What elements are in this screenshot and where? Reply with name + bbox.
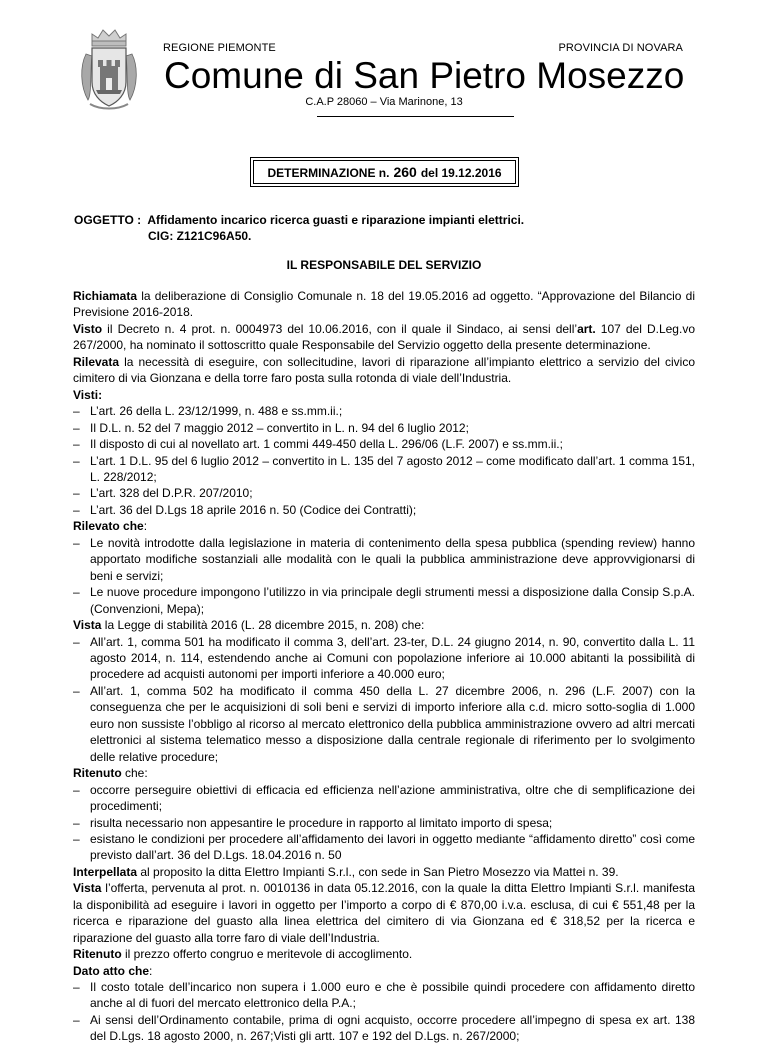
list-item-text: All’art. 1, comma 501 ha modificato il comma 3, dell’art. 23-ter, D.L. 24 giugno 2014, n. 90, convertito dalla L. 11 agosto 2014, n. 114, estendendo anche ai Comuni con popolazione inferiore ai 10.000 abitanti la possibilità di procedere ad acquisti autonomi per importi inferiore a 40.000 euro; bbox=[90, 634, 695, 682]
determinazione-heading bbox=[254, 164, 515, 180]
text-vista: la Legge di stabilità 2016 (L. 28 dicembre 2015, n. 208) che: bbox=[101, 618, 425, 633]
paragraph-vista-offerta bbox=[73, 880, 695, 946]
list-item-text: esistano le condizioni per procedere all’affidamento dei lavori in oggetto mediante “affidamento diretto” così come previsto dall’art. 36 del D.Lgs. 18.04.2016 n. 50 bbox=[90, 831, 695, 863]
colon: : bbox=[149, 963, 153, 978]
keyword-rilevato: Rilevato che bbox=[73, 519, 144, 534]
list-item: – L’art. 328 del D.P.R. 207/2010; bbox=[73, 486, 253, 501]
list-item-text: L’art. 36 del D.Lgs 18 aprile 2016 n. 50 (Codice dei Contratti); bbox=[90, 502, 417, 517]
oggetto-section bbox=[74, 212, 694, 244]
keyword-ritenuto-prezzo: Ritenuto bbox=[73, 947, 122, 962]
paragraph-vista bbox=[73, 617, 695, 633]
keyword-art: art. bbox=[577, 321, 596, 336]
list-item-text: Le novità introdotte dalla legislazione in materia di contenimento della spesa pubblica (spending review) hanno apportato modifiche sostanziali alle modalità con le quali la pubblica amministrazione deve approvvigionarsi di beni e servizi; bbox=[90, 535, 695, 583]
list-item: – Il D.L. n. 52 del 7 maggio 2012 – convertito in L. n. 94 del 6 luglio 2012; bbox=[73, 420, 469, 435]
heading-visti bbox=[73, 387, 695, 403]
list-item: – L’art. 1 D.L. 95 del 6 luglio 2012 – convertito in L. 135 del 7 agosto 2012 – come modificato dall’art. 1 comma 151, L. 228/2012; bbox=[73, 453, 695, 484]
paragraph-rilevata bbox=[73, 354, 695, 387]
list-item-text: Il D.L. n. 52 del 7 maggio 2012 – convertito in L. n. 94 del 6 luglio 2012; bbox=[90, 420, 469, 435]
text-interpellata: al proposito la ditta Elettro Impianti S.r.l., con sede in San Pietro Mosezzo via Mattei n. 39. bbox=[137, 864, 619, 879]
comune-title: Comune di San Pietro Mosezzo bbox=[164, 55, 685, 96]
list-item: – L’art. 36 del D.Lgs 18 aprile 2016 n. 50 (Codice dei Contratti); bbox=[73, 502, 417, 517]
text-ritenuto: che: bbox=[121, 766, 148, 781]
keyword-ritenuto: Ritenuto bbox=[73, 766, 122, 781]
province-label: PROVINCIA DI NOVARA bbox=[558, 42, 683, 54]
keyword-interpellata: Interpellata bbox=[73, 864, 138, 879]
oggetto-cig: CIG: Z121C96A50. bbox=[148, 229, 252, 243]
responsabile-heading: IL RESPONSABILE DEL SERVIZIO bbox=[286, 258, 482, 272]
list-item-text: risulta necessario non appesantire le procedure in rapporto al limitato importo di spesa; bbox=[90, 815, 553, 830]
determinazione-box bbox=[253, 160, 516, 184]
list-item-text: All’art. 1, comma 502 ha modificato il comma 450 della L. 27 dicembre 2006, n. 296 (L.F. 2007) con la conseguenza che per le acquisizioni di soli beni e servizi di importo inferiore alla c.d. micro sotto-soglia di 1.000 euro non sussiste l’obbligo al ricorso al mercato elettronico della pubblica amministrazione ovvero ad altri mercati elettronici al sistema telematico messo a disposizione dalla centrale regionale di riferimento per lo svolgimento delle relative procedure; bbox=[90, 683, 695, 764]
list-item-text: L’art. 328 del D.P.R. 207/2010; bbox=[90, 486, 253, 501]
keyword-visto: Visto bbox=[73, 321, 103, 336]
text-richiamata: la deliberazione di Consiglio Comunale n. 18 del 19.05.2016 ad oggetto. “Approvazione del Bilancio di Previsione 2016-2018. bbox=[73, 289, 695, 320]
list-item-text: L’art. 1 D.L. 95 del 6 luglio 2012 – convertito in L. 135 del 7 agosto 2012 – come modificato dall’art. 1 comma 151, L. 228/2012; bbox=[90, 453, 695, 484]
list-item: – esistano le condizioni per procedere all’affidamento dei lavori in oggetto mediante “affidamento diretto” così come previsto dall’art. 36 del D.Lgs. 18.04.2016 n. 50 bbox=[73, 831, 695, 863]
list-item: – risulta necessario non appesantire le procedure in rapporto al limitato importo di spesa; bbox=[73, 815, 553, 830]
list-item: – All’art. 1, comma 502 ha modificato il comma 450 della L. 27 dicembre 2006, n. 296 (L.F. 2007) con la conseguenza che per le acquisizioni di soli beni e servizi di importo inferiore alla c.d. micro sotto-soglia di 1.000 euro non sussiste l’obbligo al ricorso al mercato elettronico della pubblica amministrazione ovvero ad altri mercati elettronici al sistema telematico messo a disposizione dalla centrale regionale di riferimento per lo svolgimento delle relative procedure; bbox=[73, 683, 695, 764]
list-item: – Le nuove procedure impongono l’utilizzo in via principale degli strumenti messi a disposizione dalla Consip S.p.A. (Convenzioni, Mepa); bbox=[73, 585, 695, 616]
heading-rilevato bbox=[73, 518, 695, 534]
oggetto-text: Affidamento incarico ricerca guasti e riparazione impianti elettrici. bbox=[147, 213, 525, 227]
list-item: – Il disposto di cui al novellato art. 1 commi 449-450 della L. 296/06 (L.F. 2007) e ss.mm.ii.; bbox=[73, 437, 563, 452]
address-underline bbox=[317, 116, 514, 117]
list-item: – All’art. 1, comma 501 ha modificato il comma 3, dell’art. 23-ter, D.L. 24 giugno 2014, n. 90, convertito dalla L. 11 agosto 2014, n. 114, estendendo anche ai Comuni con popolazione inferiore ai 10.000 abitanti la possibilità di procedere ad acquisti autonomi per importi inferiore a 40.000 euro; bbox=[73, 634, 695, 682]
keyword-vista-offerta: Vista bbox=[73, 881, 102, 896]
list-item-text: occorre perseguire obiettivi di efficacia ed efficienza nell’azione amministrativa, oltre che di semplificazione dei procedimenti; bbox=[90, 782, 695, 814]
determinazione-date: del 19.12.2016 bbox=[420, 166, 502, 180]
keyword-vista: Vista bbox=[73, 618, 102, 633]
keyword-dato-atto: Dato atto che bbox=[73, 963, 150, 978]
paragraph-interpellata bbox=[73, 864, 695, 880]
list-item: – Il costo totale dell’incarico non supera i 1.000 euro e che è possibile quindi procedere con affidamento diretto anche al di fuori del mercato elettronico della P.A.; bbox=[73, 980, 695, 1011]
list-item: – occorre perseguire obiettivi di efficacia ed efficienza nell’azione amministrativa, oltre che di semplificazione dei procedimenti; bbox=[73, 782, 695, 814]
keyword-visti: Visti: bbox=[73, 387, 103, 402]
list-item-text: Il disposto di cui al novellato art. 1 commi 449-450 della L. 296/06 (L.F. 2007) e ss.mm.ii.; bbox=[90, 437, 563, 452]
list-item: – Ai sensi dell’Ordinamento contabile, prima di ogni acquisto, occorre procedere all’impegno di spesa ex art. 138 del D.Lgs. 18 agosto 2000, n. 267;Visti gli artt. 107 e 192 del D.Lgs. n. 267/2000; bbox=[73, 1012, 695, 1044]
keyword-richiamata: Richiamata bbox=[73, 289, 138, 303]
text-rilevata: la necessità di eseguire, con sollecitudine, lavori di riparazione all’impianto elettrico a servizio del civico cimitero di via Gionzana e della torre faro posta sulla rotonda di viale dell’Industria. bbox=[73, 354, 695, 386]
list-item-text: Ai sensi dell’Ordinamento contabile, prima di ogni acquisto, occorre procedere all’impegno di spesa ex art. 138 del D.Lgs. 18 agosto 2000, n. 267;Visti gli artt. 107 e 192 del D.Lgs. n. 267/2000; bbox=[90, 1012, 695, 1044]
paragraph-visto bbox=[73, 321, 695, 354]
list-item-text: Le nuove procedure impongono l’utilizzo in via principale degli strumenti messi a disposizione dalla Consip S.p.A. (Convenzioni, Mepa); bbox=[90, 585, 695, 616]
determinazione-number: 260 bbox=[393, 164, 417, 180]
colon: : bbox=[143, 519, 148, 534]
list-item: – Le novità introdotte dalla legislazione in materia di contenimento della spesa pubblica (spending review) hanno apportato modifiche sostanziali alle modalità con le quali la pubblica amministrazione deve approvvigionarsi di beni e servizi; bbox=[73, 535, 695, 583]
list-item-text: L’art. 26 della L. 23/12/1999, n. 488 e ss.mm.ii.; bbox=[90, 404, 343, 419]
list-item-text: Il costo totale dell’incarico non supera i 1.000 euro e che è possibile quindi procedere con affidamento diretto anche al di fuori del mercato elettronico della P.A.; bbox=[90, 980, 695, 1011]
text-visto-b: 107 del D.Leg.vo 267/2000, ha nominato il sottoscritto quale Responsabile del Servizio oggetto della presente determinazione. bbox=[73, 321, 695, 353]
oggetto-label: OGGETTO : bbox=[74, 213, 142, 227]
paragraph-ritenuto bbox=[73, 765, 695, 781]
heading-dato-atto bbox=[73, 963, 695, 979]
region-label: REGIONE PIEMONTE bbox=[163, 42, 276, 54]
text-vista-offerta: l’offerta, pervenuta al prot. n. 0010136 in data 05.12.2016, con la quale la ditta Elettro Impianti S.r.l. manifesta la disponibilità ad eseguire i lavori in oggetto per l’importo a corpo di € 870,00 i.v.a. esclusa, di cui € 551,48 per la ricerca e riparazione del guasto alla linea elettrica del cimitero di via Gionzana ed € 318,52 per la ricerca e riparazione del guasto alla torre faro di viale dell’Industria. bbox=[73, 881, 695, 945]
keyword-rilevata: Rilevata bbox=[73, 354, 120, 369]
text-ritenuto-prezzo: il prezzo offerto congruo e meritevole di accoglimento. bbox=[121, 947, 413, 962]
document-body bbox=[73, 288, 695, 1045]
text-visto-a: il Decreto n. 4 prot. n. 0004973 del 10.06.2016, con il quale il Sindaco, ai sensi dell’ bbox=[102, 321, 578, 336]
paragraph-richiamata bbox=[73, 288, 695, 321]
address-line: C.A.P 28060 – Via Marinone, 13 bbox=[305, 96, 463, 108]
paragraph-ritenuto-prezzo bbox=[73, 946, 695, 962]
list-item: – L’art. 26 della L. 23/12/1999, n. 488 e ss.mm.ii.; bbox=[73, 404, 343, 419]
determinazione-label: DETERMINAZIONE n. bbox=[267, 166, 390, 180]
